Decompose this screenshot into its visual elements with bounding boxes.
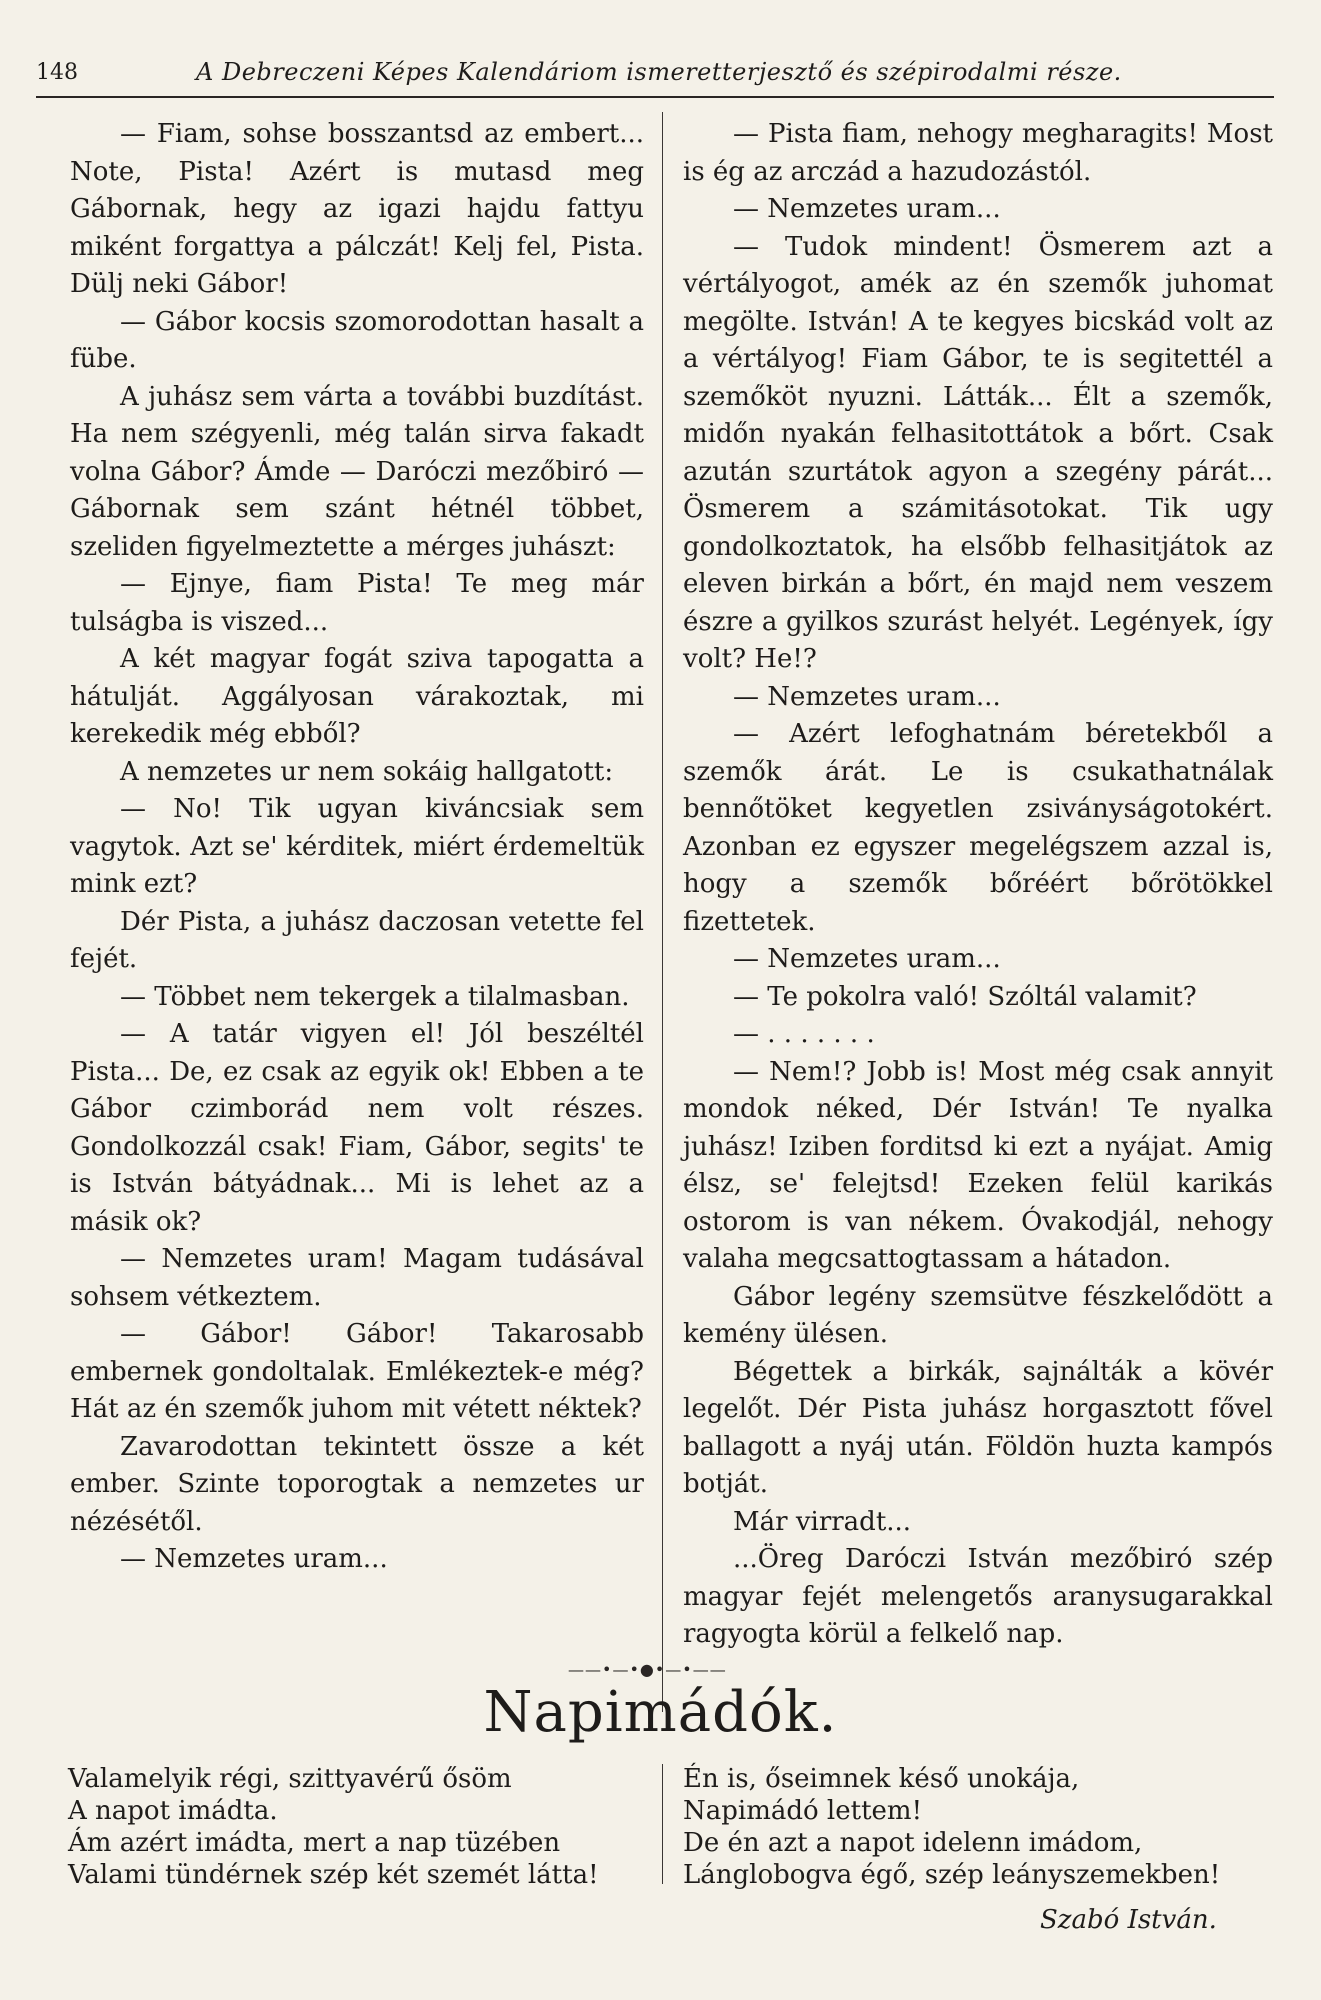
- paragraph: — Gábor! Gábor! Takarosabb embernek gondoltalak. Emlékeztek-e még? Hát az én szemők juhom mit vétett néktek?: [70, 1319, 644, 1424]
- paragraph: ...Öreg Daróczi István mezőbiró szép magyar fejét melengetős aranysugarakkal ragyogta körül a felkelő nap.: [683, 1544, 1273, 1649]
- paragraph: Már virradt...: [733, 1506, 912, 1537]
- page-number: 148: [36, 60, 78, 85]
- paragraph: — Nemzetes uram...: [733, 681, 1001, 712]
- paragraph: Zavarodottan tekintett össze a két ember. Szinte toporogtak a nemzetes ur nézésétől.: [70, 1431, 644, 1537]
- poem-left-stanza: [68, 1763, 638, 1891]
- left-text-column: [70, 116, 644, 1579]
- poem-right-stanza: [683, 1763, 1273, 1891]
- paragraph: — No! Tik ugyan kiváncsiak sem vagytok. Azt se' kérditek, miért érdemeltük mink ezt?: [70, 794, 644, 899]
- paragraph: — Te pokolra való! Szóltál valamit?: [733, 981, 1197, 1012]
- column-divider: [662, 112, 663, 1712]
- paragraph: — Tudok mindent! Ösmerem azt a vértályogot, amék az én szemők juhomat megölte. István! A te kegyes bicskád volt az a vértályog! Fiam Gábor, te is segitettél a szemőköt nyuzni. Látták... Élt a szemők, midőn nyakán felhasitottátok a bőrt. Csak azután szurtátok agyon a szegény párát... Ösmerem a számitásotokat. Tik ugy gondolkoztatok, ha elsőbb felhasitjátok az eleven birkán a bőrt, én majd nem veszem észre a gyilkos szurást helyét. Legények, így volt? He!?: [683, 231, 1273, 674]
- paragraph: — Nemzetes uram! Magam tudásával sohsem vétkeztem.: [70, 1244, 644, 1312]
- poem-line: De én azt a napot idelenn imádom,: [683, 1828, 1143, 1858]
- poem-line: Valami tündérnek szép két szemét látta!: [68, 1860, 599, 1890]
- poem-line: Napimádó lettem!: [683, 1796, 923, 1826]
- header-rule: [36, 96, 1274, 98]
- paragraph: — Gábor kocsis szomorodottan hasalt a fübe.: [70, 306, 644, 374]
- paragraph: — Nemzetes uram...: [733, 194, 1001, 224]
- page-header: [36, 56, 1272, 96]
- paragraph: — Nemzetes uram...: [120, 1544, 388, 1574]
- paragraph: Dér Pista, a juhász daczosan vetette fel fejét.: [70, 906, 644, 974]
- paragraph: A nemzetes ur nem sokáig hallgatott:: [120, 756, 614, 787]
- paragraph: Bégettek a birkák, sajnálták a kövér legelőt. Dér Pista juhász horgasztott fővel ballagott a nyáj után. Földön huzta kampós botját.: [683, 1356, 1273, 1499]
- paragraph: — Többet nem tekergek a tilalmasban.: [120, 981, 630, 1012]
- paragraph: — . . . . . . .: [733, 1019, 875, 1049]
- paragraph: — A tatár vigyen el! Jól beszéltél Pista... De, ez csak az egyik ok! Ebben a te Gábor czimborád nem volt részes. Gondolkozzál csak! Fiam, Gábor, segits' te is István bátyádnak... Mi is lehet az a másik ok?: [70, 1019, 644, 1237]
- paragraph: — Azért lefoghatnám béretekből a szemők árát. Le is csukathatnálak bennőtöket kegyetlen zsiványságotokért. Azonban ez egyszer megelégszem azzal is, hogy a szemők bőréért bőrötökkel fizettetek.: [683, 719, 1273, 937]
- poem-line: Ám azért imádta, mert a nap tüzében: [68, 1828, 561, 1858]
- running-title: A Debreczeni Képes Kalendáriom ismeretterjesztő és szépirodalmi része.: [196, 58, 1122, 86]
- poem-line: Valamelyik régi, szittyavérű ősöm: [68, 1764, 512, 1794]
- paragraph: — Ejnye, fiam Pista! Te meg már tulságba is viszed...: [70, 569, 644, 637]
- right-text-column: [683, 116, 1273, 1654]
- paragraph: A juhász sem várta a további buzdítást. Ha nem szégyenli, még talán sirva fakadt volna Gábor? Ámde — Daróczi mezőbiró — Gábornak sem szánt hétnél többet, szeliden figyelmeztette a mérges juhászt:: [70, 381, 644, 562]
- section-ornament: ——•—•●•—•——: [568, 1660, 727, 1679]
- poem-line: Lánglobogva égő, szép leányszemekben!: [683, 1860, 1221, 1890]
- poem-divider: [662, 1764, 663, 1884]
- poem-author: Szabó István.: [1040, 1905, 1217, 1935]
- paragraph: — Nemzetes uram...: [733, 944, 1001, 974]
- paragraph: — Fiam, sohse bosszantsd az embert... Note, Pista! Azért is mutasd meg Gábornak, hegy az igazi hajdu fattyu miként forgattya a pálczát! Kelj fel, Pista. Dülj neki Gábor!: [70, 119, 644, 299]
- paragraph: — Pista fiam, nehogy megharagits! Most is ég az arczád a hazudozástól.: [683, 119, 1273, 187]
- paragraph: Gábor legény szemsütve fészkelődött a kemény ülésen.: [683, 1281, 1273, 1349]
- poem-line: A napot imádta.: [68, 1796, 278, 1826]
- paragraph: — Nem!? Jobb is! Most még csak annyit mondok néked, Dér István! Te nyalka juhász! Iziben forditsd ki ezt a nyájat. Amig élsz, se' felejtsd! Ezeken felül karikás ostorom is van nékem. Óvakodjál, nehogy valaha megcsattogtassam a hátadon.: [683, 1056, 1273, 1274]
- paragraph: A két magyar fogát sziva tapogatta a hátulját. Aggályosan várakoztak, mi kerekedik még ebből?: [70, 644, 644, 749]
- poem-title: Napimádók.: [483, 1680, 838, 1745]
- poem-line: Én is, őseimnek késő unokája,: [683, 1764, 1080, 1794]
